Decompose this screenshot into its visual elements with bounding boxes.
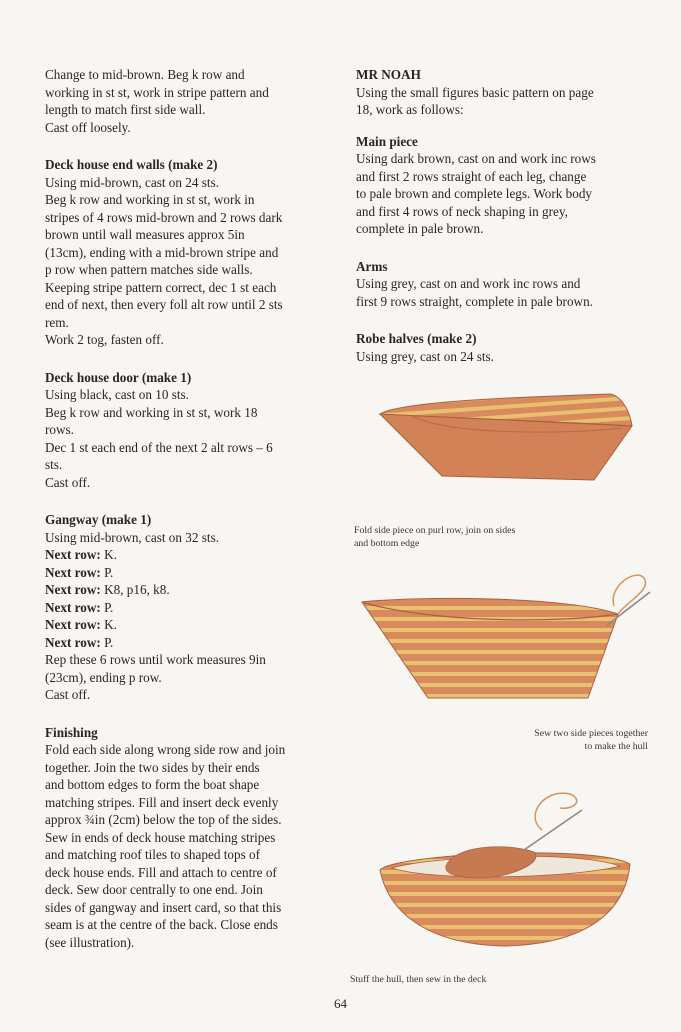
row-text: P. [100,599,114,615]
gangway-section [45,511,345,704]
text-line: 18, work as follows: [356,102,464,117]
text-line: deck. Sew door centrally to one end. Join [45,882,263,897]
text-line: Using dark brown, cast on and work inc rows [356,151,596,166]
text-line: Using mid-brown, cast on 24 sts. [45,174,219,190]
page-number: 64 [334,996,347,1011]
text-line: Using the small figures basic pattern on page [356,84,594,100]
pattern-row [45,616,345,634]
text-line: Work 2 tog, fasten off. [45,332,164,347]
text-line: rows. [45,422,74,437]
main-piece-section [356,133,656,238]
folded-side-piece-illustration [372,388,642,488]
section-heading: Main piece [356,133,418,149]
text-line: rem. [45,314,69,330]
text-line: end of next, then every foll alt row until 2 sts [45,297,283,312]
row-text: K. [100,547,117,562]
row-text: K. [100,617,117,632]
caption-line: and bottom edge [354,538,420,549]
text-line: Fold each side along wrong side row and join [45,742,286,757]
pattern-title: MR NOAH [356,67,421,82]
left-column [45,66,345,971]
deck-end-walls-section [45,156,345,349]
robe-halves-section [356,330,656,365]
text-line: matching stripes. Fill and insert deck evenly [45,794,279,810]
text-line: and matching roof tiles to shaped tops of [45,847,260,862]
text-line: sides of gangway and insert card, so that this [45,899,282,915]
hull-sewing-illustration [356,566,656,706]
text-line: seam is at the centre of the back. Close ends [45,917,278,932]
section-heading: Arms [356,258,388,274]
row-text: P. [100,564,114,580]
section-heading: Gangway (make 1) [45,512,152,527]
text-line: first 9 rows straight, complete in pale brown. [356,293,593,309]
mr-noah-section [356,66,656,119]
row-label: Next row: [45,547,101,562]
text-line: brown until wall measures approx 5in [45,227,245,242]
row-label: Next row: [45,634,101,650]
text-line: Keeping stripe pattern correct, dec 1 st each [45,279,277,295]
text-line: Cast off loosely. [45,119,131,135]
text-line: Rep these 6 rows until work measures 9in [45,652,266,667]
text-line: Using black, cast on 10 sts. [45,387,189,402]
intro-block [45,66,345,136]
text-line: sts. [45,457,63,472]
text-line: Beg k row and working in st st, work in [45,192,255,207]
text-line: (see illustration). [45,934,135,950]
arms-section [356,258,656,311]
text-line: and bottom edges to form the boat shape [45,777,260,792]
text-line: working in st st, work in stripe pattern and [45,84,269,100]
caption-sew-side-pieces [460,727,648,753]
text-line: deck house ends. Fill and attach to centre of [45,864,277,880]
pattern-row [45,581,345,599]
text-line: Sew in ends of deck house matching stripes [45,829,276,845]
text-line: together. Join the two sides by their ends [45,759,260,775]
text-line: (23cm), ending p row. [45,669,162,685]
finishing-section [45,724,345,952]
row-label: Next row: [45,564,101,580]
pattern-row [45,546,345,564]
caption-fold-side-piece [354,524,594,550]
text-line: Beg k row and working in st st, work 18 [45,404,258,420]
text-line: and first 2 rows straight of each leg, change [356,168,587,184]
text-line: Cast off. [45,687,91,702]
caption-line: Sew two side pieces together [534,728,648,739]
text-line: Using grey, cast on 24 sts. [356,348,494,364]
pattern-row [45,564,345,582]
section-heading: Robe halves (make 2) [356,331,477,346]
caption-line: to make the hull [584,741,648,752]
text-line: p row when pattern matches side walls. [45,262,253,277]
row-label: Next row: [45,599,101,615]
text-line: to pale brown and complete legs. Work body [356,186,593,201]
text-line: complete in pale brown. [356,221,484,236]
section-heading: Finishing [45,724,98,740]
row-label: Next row: [45,617,101,632]
row-text: K8, p16, k8. [100,582,170,597]
text-line: Change to mid-brown. Beg k row and [45,67,245,82]
text-line: Using mid-brown, cast on 32 sts. [45,529,219,545]
row-label: Next row: [45,582,101,597]
right-column [356,66,656,385]
text-line: approx ¾in (2cm) below the top of the sides. [45,812,282,827]
deck-door-section [45,369,345,492]
text-line: (13cm), ending with a mid-brown stripe and [45,244,279,260]
caption-line: Fold side piece on purl row, join on sides [354,525,516,536]
text-line: length to match first side wall. [45,102,206,117]
caption-stuff-hull: Stuff the hull, then sew in the deck [350,974,487,985]
section-heading: Deck house end walls (make 2) [45,157,218,172]
text-line: stripes of 4 rows mid-brown and 2 rows dark [45,209,283,225]
text-line: and first 4 rows of neck shaping in grey, [356,203,568,219]
pattern-row [45,599,345,617]
pattern-row [45,634,345,652]
text-line: Cast off. [45,474,91,490]
stuffed-hull-illustration [374,786,634,951]
row-text: P. [100,634,114,650]
section-heading: Deck house door (make 1) [45,369,192,385]
text-line: Using grey, cast on and work inc rows and [356,276,581,291]
text-line: Dec 1 st each end of the next 2 alt rows – 6 [45,439,273,455]
